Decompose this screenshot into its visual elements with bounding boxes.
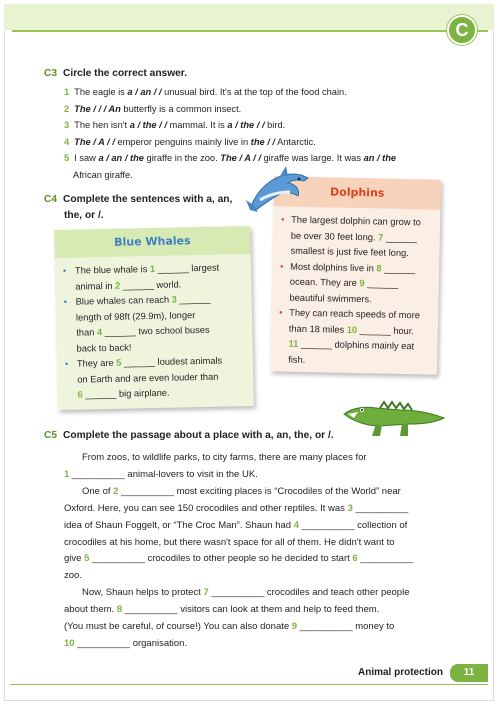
text-segment: __________ collection of: [299, 519, 408, 531]
blue-whales-title: Blue Whales: [54, 226, 251, 258]
c3-item: [73, 167, 133, 184]
text-segment: beautiful swimmers.: [289, 292, 372, 304]
c4-instruction-line2: the, or /.: [64, 210, 104, 221]
c3-instruction: Circle the correct answer.: [63, 68, 188, 79]
gap-number: 1: [149, 263, 156, 275]
c3-item: [64, 134, 316, 151]
text-segment: on Earth and are even louder than: [77, 371, 219, 385]
top-band: [4, 4, 494, 30]
text-segment: The eagle is: [74, 87, 128, 97]
gap-number: 2: [113, 485, 119, 497]
gap-number: 5: [116, 357, 122, 368]
card-line: [76, 340, 131, 357]
text-segment: giraffe was large. It was: [260, 153, 364, 164]
section-badge: C: [447, 15, 477, 45]
top-rule: [12, 30, 488, 32]
item-number: 3: [64, 120, 70, 131]
text-segment: ______ world.: [120, 278, 182, 291]
c5-line: [82, 450, 367, 467]
text-segment: African giraffe.: [73, 170, 133, 180]
text-segment: ocean. They are: [289, 276, 360, 289]
text-segment: The hen isn't: [74, 120, 130, 131]
gap-number: 10: [64, 637, 75, 649]
text-segment: giraffe in the zoo.: [143, 153, 221, 164]
text-segment: back to back!: [76, 341, 132, 354]
footer-rule: [10, 684, 488, 685]
blue-whales-card: [54, 226, 254, 410]
item-number: 2: [64, 103, 70, 114]
dolphin-illustration: [246, 164, 314, 216]
text-segment: (You must be careful, of course!) You can also donate: [64, 621, 292, 632]
text-segment: ______ largest: [154, 262, 220, 274]
text-segment: One of: [82, 485, 114, 497]
answer-options: an / the: [363, 153, 397, 164]
gap-number: 5: [84, 553, 90, 565]
text-segment: crocodiles at his home, but there wasn't space for all of them. He didn't want to: [64, 536, 395, 548]
answer-options: The / / / An: [74, 103, 121, 114]
text-segment: ______: [381, 263, 416, 274]
card-line: [77, 386, 169, 403]
c5-line: [64, 518, 407, 535]
text-segment: unusual bird. It's at the top of the food chain.: [161, 87, 347, 97]
answer-options: The / A / /: [220, 153, 261, 164]
gap-number: 9: [291, 621, 298, 632]
answer-options: the / /: [250, 136, 275, 147]
card-line: [288, 337, 414, 355]
gap-number: 10: [346, 324, 358, 335]
text-segment: __________ money to: [297, 621, 395, 632]
c5-line: [82, 585, 409, 602]
text-segment: The largest dolphin can grow to: [291, 214, 421, 228]
footer-unit-title: Animal protection: [358, 667, 444, 678]
c4-heading: [44, 194, 232, 205]
gap-number: 8: [376, 262, 382, 274]
gap-number: 8: [116, 604, 123, 616]
gap-number: 3: [171, 294, 178, 305]
text-segment: than: [76, 327, 98, 338]
c5-number: C5: [44, 430, 58, 441]
bullet-icon: •: [279, 307, 283, 318]
text-segment: They can reach speeds of more: [289, 307, 421, 321]
gap-number: 3: [347, 502, 353, 514]
answer-options: a / the / /: [227, 120, 265, 131]
crocodile-illustration: [340, 392, 448, 440]
gap-number: 6: [352, 553, 358, 565]
c3-item: [64, 150, 396, 167]
c5-line: [64, 501, 408, 518]
c5-line: [82, 484, 401, 501]
text-segment: __________ animal-lovers to visit in the UK.: [69, 468, 258, 480]
gap-number: 6: [77, 389, 83, 400]
bullet-icon: •: [62, 265, 67, 276]
bullet-icon: •: [280, 260, 284, 271]
answer-options: The / A / /: [74, 136, 115, 147]
c5-instruction: Complete the passage about a place with a, an, the, or /.: [63, 430, 334, 441]
c5-line: [64, 551, 413, 568]
text-segment: __________ visitors can look at them and help to feed them.: [122, 604, 380, 616]
text-segment: __________: [352, 502, 409, 514]
text-segment: than 18 miles: [288, 323, 347, 335]
c5-line: [64, 619, 394, 636]
card-line: [62, 261, 220, 280]
text-segment: mammal. It is: [166, 120, 228, 131]
c3-heading: [44, 68, 187, 79]
text-segment: __________ crocodiles and teach other people: [208, 587, 410, 599]
gap-number: 4: [96, 327, 103, 338]
c5-heading: [44, 430, 334, 441]
bullet-icon: •: [64, 358, 69, 369]
text-segment: about them.: [64, 604, 117, 616]
gap-number: 4: [293, 519, 300, 531]
text-segment: ______: [364, 278, 399, 289]
text-segment: be over 30 feet long.: [290, 230, 379, 242]
text-segment: Antarctic.: [275, 136, 316, 147]
text-segment: __________ crocodiles to other people so he decided to start: [89, 553, 353, 565]
gap-number: 2: [114, 280, 121, 291]
c5-line: [64, 636, 187, 653]
text-segment: From zoos, to wildlife parks, to city farms, there are many places for: [82, 452, 367, 463]
dolphins-title: Dolphins: [273, 176, 441, 209]
text-segment: ______ big airplane.: [82, 387, 170, 400]
answer-options: a / an / the: [98, 153, 144, 164]
gap-number: 11: [288, 338, 299, 349]
c5-line: [64, 535, 395, 552]
text-segment: animal in: [75, 280, 116, 292]
text-segment: bird.: [264, 120, 286, 131]
text-segment: ______ two school buses: [102, 324, 210, 338]
text-segment: I saw: [74, 153, 99, 164]
text-segment: __________ organisation.: [74, 637, 188, 649]
c5-line: [64, 602, 379, 619]
card-line: [76, 323, 210, 341]
card-line: [289, 290, 371, 307]
text-segment: ______: [383, 232, 418, 243]
text-segment: idea of Shaun Foggelt, or “The Croc Man”. Shaun had: [64, 519, 294, 531]
answer-options: a / an / /: [127, 87, 162, 97]
c5-line: [64, 467, 258, 484]
answer-options: a / the / /: [129, 120, 167, 131]
text-segment: ______: [176, 293, 211, 305]
c4-number: C4: [44, 194, 58, 205]
text-segment: The blue whale is: [74, 264, 151, 276]
text-segment: give: [64, 553, 85, 565]
c4-instruction-line1: Complete the sentences with a, an,: [63, 194, 233, 205]
text-segment: fish.: [288, 354, 306, 365]
text-segment: Blue whales can reach: [75, 294, 172, 307]
page-number: 11: [450, 664, 488, 682]
gap-number: 1: [64, 468, 70, 480]
bullet-icon: •: [281, 214, 285, 225]
text-segment: ______ dolphins mainly eat: [298, 338, 415, 352]
c3-number: C3: [44, 68, 58, 79]
gap-number: 7: [378, 231, 384, 243]
item-number: 5: [64, 153, 70, 164]
text-segment: emperor penguins mainly live in: [114, 136, 251, 147]
c3-item: [64, 84, 347, 101]
text-segment: Now, Shaun helps to protect: [82, 587, 204, 599]
card-line: [288, 352, 305, 368]
text-segment: They are: [76, 357, 117, 369]
c3-item: [64, 117, 285, 134]
text-segment: Most dolphins live in: [290, 261, 377, 273]
text-segment: Oxford. Here, you can see 150 crocodiles and other reptiles. It was: [64, 502, 348, 514]
c5-line: [64, 568, 82, 585]
bullet-icon: •: [63, 296, 68, 307]
text-segment: zoo.: [64, 570, 82, 582]
item-number: 4: [64, 136, 70, 147]
text-segment: ______ hour.: [356, 324, 415, 336]
text-segment: length of 98ft (29.9m), longer: [75, 309, 196, 323]
text-segment: butterfly is a common insect.: [120, 103, 242, 114]
item-number: 1: [64, 87, 70, 97]
c3-item: [64, 101, 241, 118]
text-segment: __________: [357, 553, 414, 565]
card-line: [77, 369, 218, 387]
gap-number: 9: [359, 278, 365, 289]
text-segment: ______ loudest animals: [121, 355, 223, 368]
text-segment: smallest is just five feet long.: [290, 245, 409, 259]
text-segment: __________ most exciting places is “Crocodiles of the World” near: [118, 485, 401, 497]
gap-number: 7: [203, 587, 209, 599]
